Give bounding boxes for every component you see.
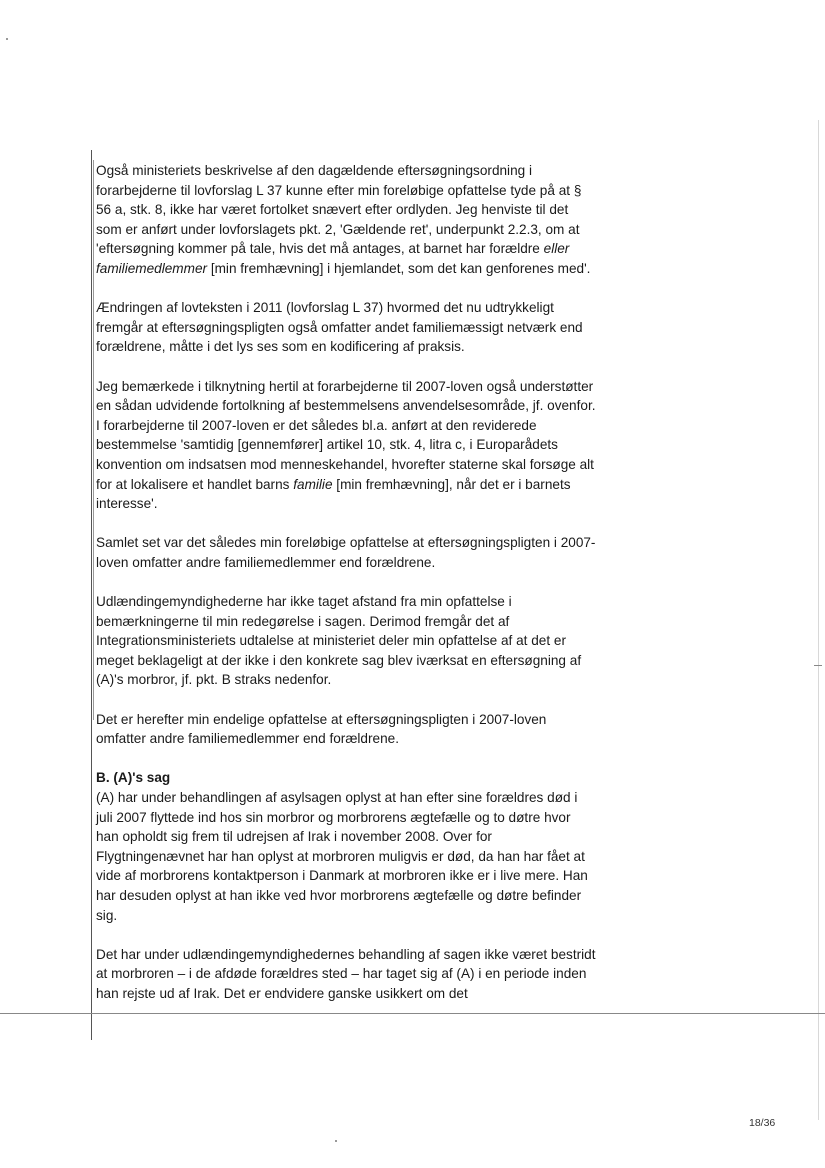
paragraph-4: Samlet set var det således min foreløbige opfattelse at eftersøgningspligten i 2007-loven omfatter andre familiemedlemmer end forældrene. xyxy=(96,535,596,570)
section-paragraph-2: Det har under udlændingemyndighedernes behandling af sagen ikke været bestridt at morbroren – i de afdøde forældres sted – har taget sig af (A) i en periode inden han rejste ud af Irak. Det er endvidere ganske usikkert om det xyxy=(96,946,596,1001)
left-margin-line-secondary xyxy=(93,160,94,720)
scan-speck xyxy=(335,1140,337,1142)
paragraph-3: Jeg bemærkede i tilknytning hertil at forarbejderne til 2007-loven også understøtter en sådan udvidende fortolkning af bestemmelsens anvendelsesområde, jf. ovenfor. I forarbejderne til 2007-loven er det således bl.a. anført at den reviderede bestemmelse 'samtidig [gennemfører] artikel 10, stk. 4, litra c, i Europarådets konvention om indsatsen mod menneskehandel, hvorefter staterne skal forsøge alt for at lokalisere et handlet barns familie [min fremhævning], når det er i barnets interesse'. xyxy=(96,378,596,512)
right-page-edge xyxy=(818,120,819,1120)
paragraph-5: Udlændingemyndighederne har ikke taget afstand fra min opfattelse i bemærkningerne til min redegørelse i sagen. Derimod fremgår det af Integrationsministeriets udtalelse at ministeriet deler min opfattelse af at det er meget beklageligt at der ikke i den konkrete sag blev iværksat en eftersøgning af (A)'s morbror, jf. pkt. B straks nedenfor. xyxy=(96,594,582,688)
paragraph-6: Det er herefter min endelige opfattelse at eftersøgningspligten i 2007-loven omfatter andre familiemedlemmer end forældrene. xyxy=(96,711,547,747)
paragraph-2: Ændringen af lovteksten i 2011 (lovforslag L 37) hvormed det nu udtrykkeligt fremgår at eftersøgningspligten også omfatter andet familiemæssigt netværk end forældrene, måtte i det lys ses som en kodificering af praksis. xyxy=(96,300,583,355)
section-paragraph-1: (A) har under behandlingen af asylsagen oplyst at han efter sine forældres død i juli 2007 flyttede ind hos sin morbror og morbrorens ægtefælle og to døtre hvor han opholdt sig frem til udrejsen af Irak i november 2008. Over for Flygtningenævnet har han oplyst at morbroren muligvis er død, da han har fået at vide af morbrorens kontaktperson i Danmark at morbroren ikke er i live mere. Han har desuden oplyst at han ikke ved hvor morbrorens ægtefælle og døtre befinder sig. xyxy=(96,790,588,923)
document-body xyxy=(96,161,596,1023)
page-number: 18/36 xyxy=(749,1117,776,1129)
section-heading: B. (A)'s sag xyxy=(96,770,171,786)
scan-speck xyxy=(6,38,8,40)
left-margin-line xyxy=(91,150,92,1040)
right-edge-tick xyxy=(814,665,822,666)
paragraph-1: Også ministeriets beskrivelse af den dagældende eftersøgningsordning i forarbejderne til lovforslag L 37 kunne efter min foreløbige opfattelse tyde på at § 56 a, stk. 8, ikke har været fortolket snævert efter ordlyden. Jeg henviste til det som er anført under lovforslagets pkt. 2, 'Gældende ret', underpunkt 2.2.3, om at 'eftersøgning kommer på tale, hvis det må antages, at barnet har forældre eller familiemedlemmer [min fremhævning] i hjemlandet, som det kan genforenes med'. xyxy=(96,163,591,276)
